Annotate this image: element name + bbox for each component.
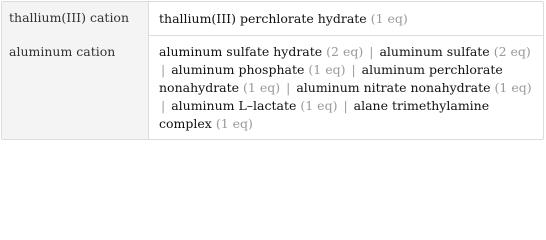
equivalent-count: (1 eq) — [370, 11, 408, 26]
compound-name: aluminum phosphate — [171, 62, 305, 77]
equivalent-count: (1 eq) — [300, 98, 338, 113]
separator: | — [286, 80, 291, 95]
row-values — [149, 2, 543, 35]
separator: | — [351, 62, 356, 77]
equivalent-count: (1 eq) — [494, 80, 532, 95]
row-header: aluminum cation — [2, 35, 148, 139]
compound-name: aluminum L–lactate — [171, 98, 297, 113]
equivalent-count: (2 eq) — [493, 44, 531, 59]
compound-name: aluminum sulfate hydrate — [159, 44, 323, 59]
separator: | — [161, 98, 166, 113]
compound-name: aluminum sulfate — [379, 44, 490, 59]
compound-name: aluminum nitrate nonahydrate — [296, 80, 491, 95]
compound-name: alane trimethylamine complex — [159, 98, 490, 131]
equivalent-count: (2 eq) — [326, 44, 364, 59]
table-row — [2, 35, 543, 139]
row-header: thallium(III) cation — [2, 2, 148, 35]
row-values — [149, 35, 543, 139]
separator: | — [161, 62, 166, 77]
separator: | — [343, 98, 348, 113]
equivalent-count: (1 eq) — [243, 80, 281, 95]
table-row — [2, 2, 543, 35]
separator: | — [369, 44, 374, 59]
compound-name: aluminum perchlorate nonahydrate — [159, 62, 503, 95]
results-table — [1, 1, 544, 140]
equivalent-count: (1 eq) — [215, 116, 253, 131]
compound-name: thallium(III) perchlorate hydrate — [159, 11, 367, 26]
equivalent-count: (1 eq) — [308, 62, 346, 77]
